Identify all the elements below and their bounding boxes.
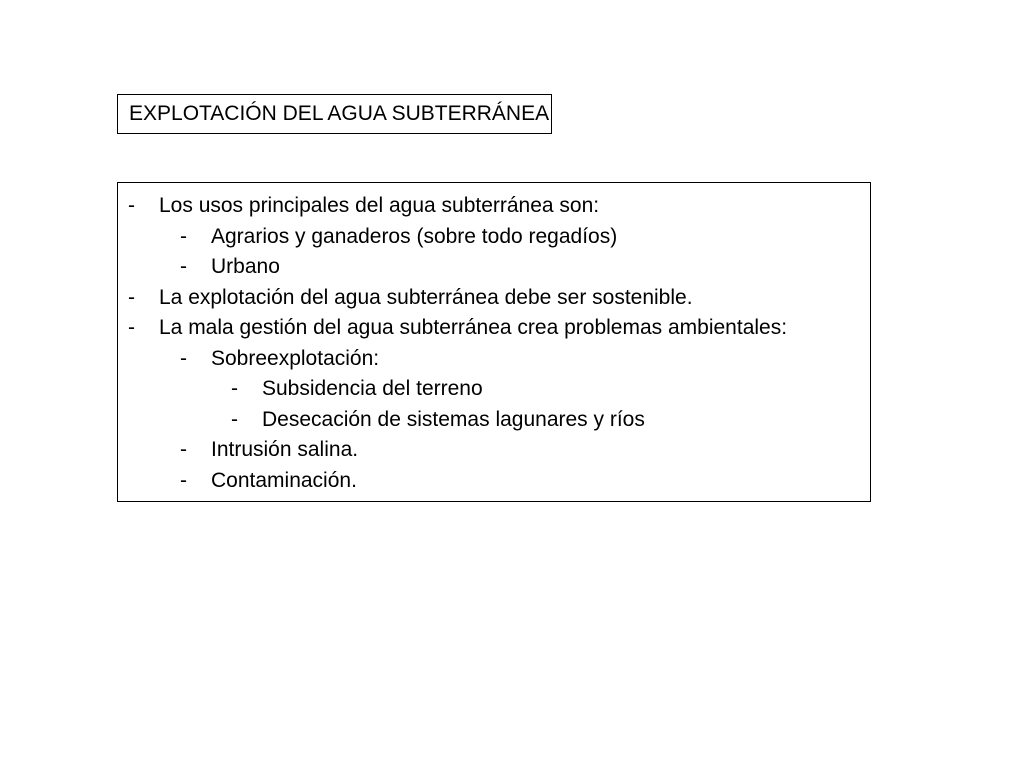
list-item-text: Sobreexplotación: [211, 346, 380, 370]
list-item-text: Urbano [211, 255, 280, 278]
list-item [118, 405, 870, 436]
bullet-dash: - [231, 377, 238, 400]
list-item [118, 466, 870, 497]
list-item [118, 222, 870, 253]
bullet-dash: - [128, 194, 135, 217]
list-item-text: Contaminación. [211, 468, 357, 492]
slide-title-box [117, 94, 552, 134]
list-item-text: Desecación de sistemas lagunares y ríos [262, 407, 645, 431]
list-item [118, 283, 870, 314]
list-item-text: Los usos principales del agua subterránea son: [159, 194, 600, 217]
list-item [118, 435, 870, 466]
list-item [118, 344, 870, 375]
bullet-dash: - [180, 468, 187, 492]
list-item-text: La explotación del agua subterránea debe ser sostenible. [159, 285, 693, 309]
bullet-dash: - [180, 346, 187, 370]
bullet-dash: - [180, 255, 187, 278]
bullet-dash: - [180, 438, 187, 461]
list-item-text: Agrarios y ganaderos (sobre todo regadíos) [211, 224, 618, 248]
list-item-text: Intrusión salina. [211, 438, 359, 461]
bullet-dash: - [180, 224, 187, 248]
list-item [118, 374, 870, 405]
bullet-dash: - [128, 316, 135, 339]
list-item-text: Subsidencia del terreno [262, 377, 483, 400]
slide-title: EXPLOTACIÓN DEL AGUA SUBTERRÁNEA [129, 102, 550, 125]
bullet-dash: - [231, 407, 238, 431]
list-item [118, 252, 870, 283]
list-item [118, 191, 870, 222]
bullet-list-box [117, 182, 871, 502]
list-item [118, 313, 870, 344]
list-item-text: La mala gestión del agua subterránea crea problemas ambientales: [159, 316, 788, 339]
bullet-dash: - [128, 285, 135, 309]
